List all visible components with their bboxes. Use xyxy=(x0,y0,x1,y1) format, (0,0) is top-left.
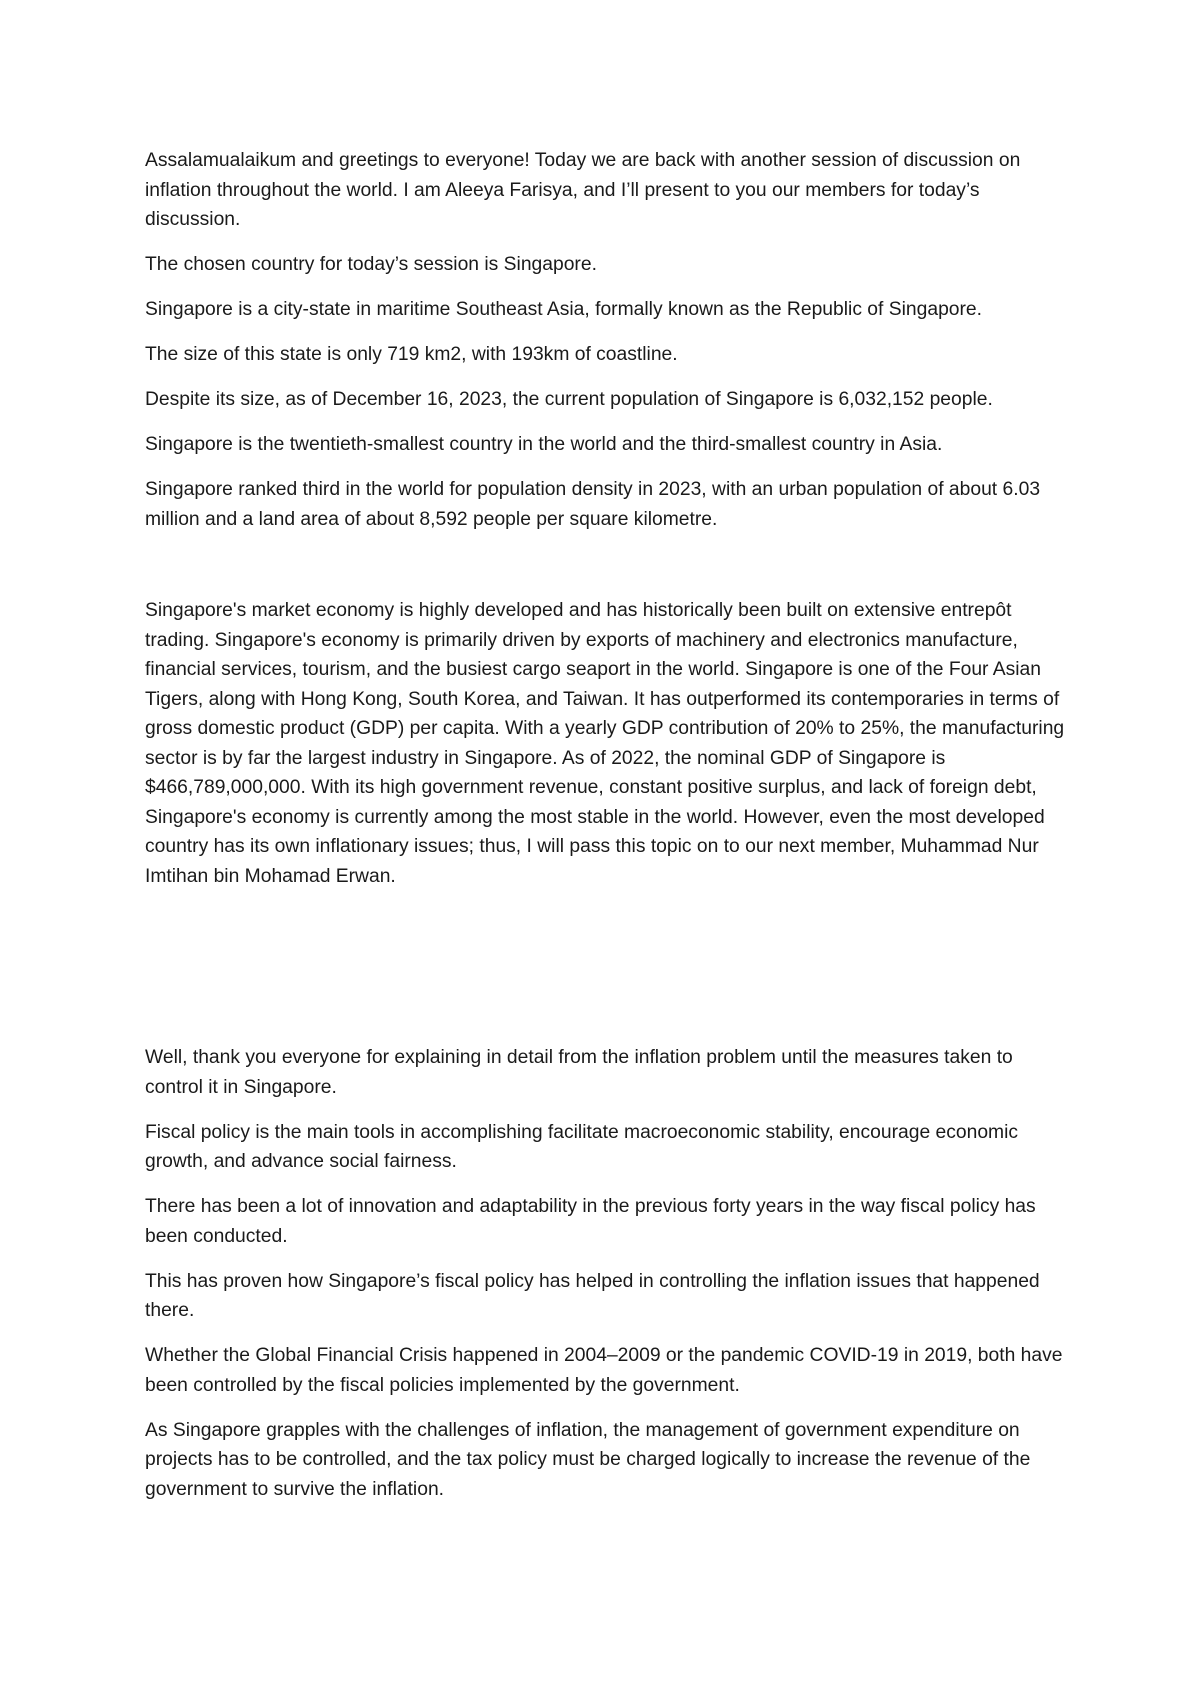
intro-paragraph: Assalamualaikum and greetings to everyone! Today we are back with another session of discussion on inflation throughout the world. I am Aleeya Farisya, and I’ll present to you our members for today’s discussion. xyxy=(145,150,1021,230)
intro-paragraph: Singapore ranked third in the world for population density in 2023, with an urban population of about 6.03 million and a land area of about 8,592 people per square kilometre. xyxy=(145,479,1041,530)
intro-paragraph: Singapore is a city-state in maritime Southeast Asia, formally known as the Republic of Singapore. xyxy=(145,299,983,320)
intro-section xyxy=(145,146,1065,550)
intro-paragraph: Singapore is the twentieth-smallest country in the world and the third-smallest country in Asia. xyxy=(145,434,943,455)
conclusion-paragraph: This has proven how Singapore’s fiscal policy has helped in controlling the inflation issues that happened there. xyxy=(145,1270,1040,1321)
conclusion-paragraph: Fiscal policy is the main tools in accomplishing facilitate macroeconomic stability, encourage economic growth, and advance social fairness. xyxy=(145,1121,1019,1172)
economy-section xyxy=(145,596,1065,907)
intro-paragraph: The chosen country for today’s session is Singapore. xyxy=(145,254,597,275)
conclusion-paragraph: There has been a lot of innovation and adaptability in the previous forty years in the way fiscal policy has been conducted. xyxy=(145,1196,1036,1247)
conclusion-paragraph: As Singapore grapples with the challenges of inflation, the management of government expenditure on projects has to be controlled, and the tax policy must be charged logically to increase the revenue of the government to survive the inflation. xyxy=(145,1419,1031,1500)
intro-paragraph: The size of this state is only 719 km2, with 193km of coastline. xyxy=(145,344,678,365)
economy-paragraph: Singapore's market economy is highly developed and has historically been built on extensive entrepôt trading. Singapore's economy is primarily driven by exports of machinery and electronics manufacture, financial services, tourism, and the busiest cargo seaport in the world. Singapore is one of the Four Asian Tigers, along with Hong Kong, South Korea, and Taiwan. It has outperformed its contemporaries in terms of gross domestic product (GDP) per capita. With a yearly GDP contribution of 20% to 25%, the manufacturing sector is by far the largest industry in Singapore. As of 2022, the nominal GDP of Singapore is $466,789,000,000. With its high government revenue, constant positive surplus, and lack of foreign debt, Singapore's economy is currently among the most stable in the world. However, even the most developed country has its own inflationary issues; thus, I will pass this topic on to our next member, Muhammad Nur Imtihan bin Mohamad Erwan. xyxy=(145,600,1065,887)
conclusion-section xyxy=(145,1043,1065,1520)
conclusion-paragraph: Whether the Global Financial Crisis happened in 2004–2009 or the pandemic COVID-19 in 2019, both have been controlled by the fiscal policies implemented by the government. xyxy=(145,1345,1063,1396)
conclusion-paragraph: Well, thank you everyone for explaining in detail from the inflation problem until the measures taken to control it in Singapore. xyxy=(145,1047,1013,1098)
intro-paragraph: Despite its size, as of December 16, 2023, the current population of Singapore is 6,032,152 people. xyxy=(145,389,993,410)
